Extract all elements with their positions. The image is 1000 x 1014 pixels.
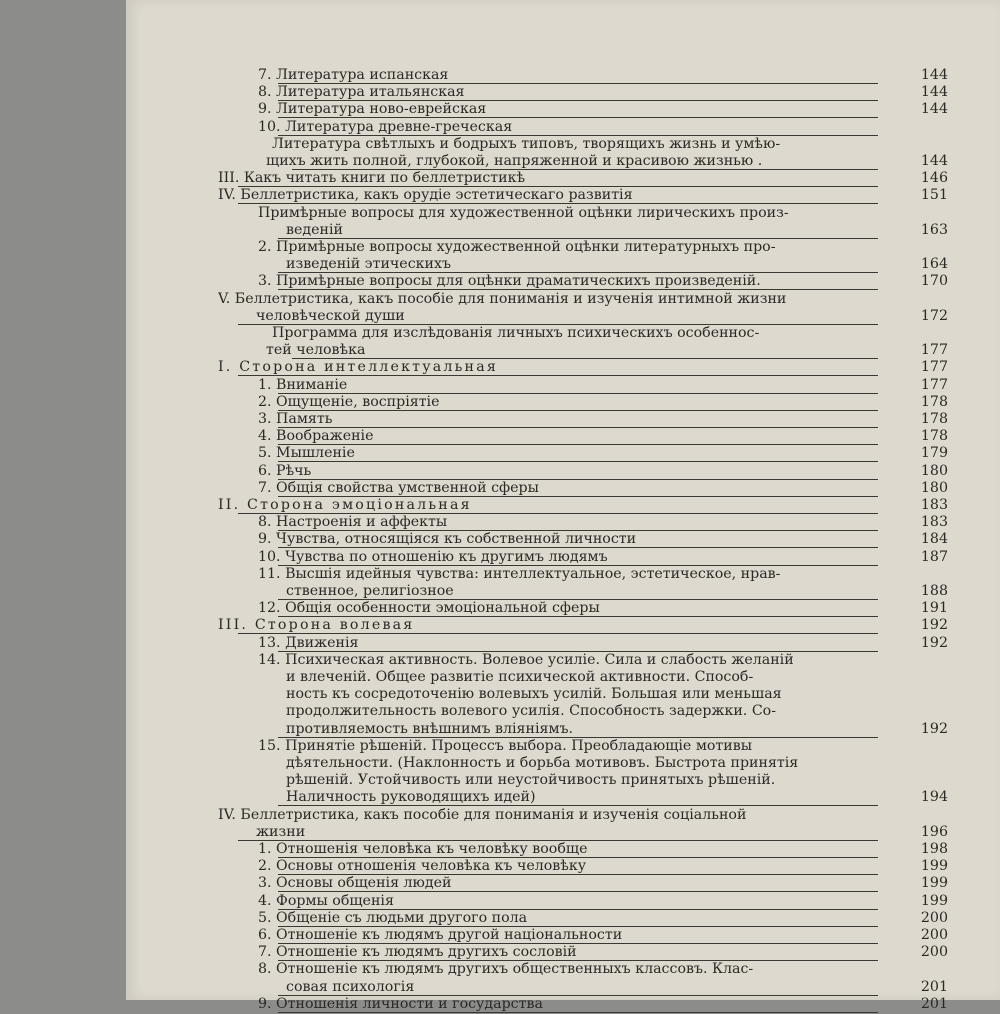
toc-page-number: 144	[920, 153, 948, 169]
toc-entry-text: 8. Настроенія и аффекты	[258, 514, 448, 531]
toc-entry-text: 8. Отношеніе къ людямъ другихъ общественныхъ классовъ. Клас-	[258, 961, 754, 978]
toc-entry-text: веденій	[286, 221, 343, 238]
toc-entry-text: продолжительность волевого усилія. Способность задержки. Со-	[286, 703, 777, 720]
toc-entry-text: 13. Движенія	[258, 634, 359, 651]
toc-page-number: 199	[920, 892, 948, 909]
toc-entry-text: 14. Психическая активность. Волевое усиліе. Сила и слабость желаній	[258, 651, 794, 668]
toc-entry-text: дѣятельности. (Наклонность и борьба мотивовъ. Быстрота принятія	[286, 755, 799, 771]
toc-page-number: 144	[920, 101, 948, 118]
toc-page-number: 177	[920, 359, 948, 376]
toc-entry-text: 8. Литература итальянская	[258, 84, 465, 101]
toc-page-number: 170	[920, 273, 948, 290]
toc-page-number: 180	[920, 462, 948, 479]
toc-entry-text: I. Сторона интеллектуальная	[218, 359, 499, 376]
toc-entry-text: тей человѣка	[266, 342, 366, 359]
toc-page-number: 183	[920, 497, 948, 513]
toc-entry-text: Примѣрные вопросы для художественной оцѣнки лирическихъ произ-	[258, 204, 789, 221]
toc-entry-text: 3. Примѣрные вопросы для оцѣнки драматическихъ произведеній.	[258, 273, 761, 290]
toc-page-number: 146	[920, 170, 948, 187]
toc-page-number: 180	[920, 479, 948, 496]
toc-entry-text: 9. Литература ново-еврейская	[258, 101, 487, 118]
toc-page-number: 178	[920, 411, 948, 427]
toc-entry-text: совая психологія	[286, 978, 415, 995]
toc-page-number: 164	[920, 256, 948, 273]
toc-page-number: 179	[920, 445, 948, 462]
toc-page-number: 199	[920, 858, 948, 875]
toc-entry-text: и влеченій. Общее развитіе психической активности. Способ-	[286, 669, 754, 685]
toc-entry-text: противляемость внѣшнимъ вліяніямъ.	[286, 720, 574, 737]
toc-page-number: 178	[920, 428, 948, 445]
toc-page-number: 172	[920, 307, 948, 324]
toc-page-number: 192	[920, 720, 948, 737]
toc-entry-text: V. Беллетристика, какъ пособіе для пониманія и изученія интимной жизни	[218, 290, 787, 307]
toc-page-number: 177	[920, 376, 948, 393]
toc-page-number: 200	[920, 909, 948, 926]
toc-page-number: 163	[920, 221, 948, 238]
toc-entry-text: Программа для изслѣдованія личныхъ психическихъ особеннос-	[272, 325, 760, 341]
toc-entry-text: изведеній этическихъ	[286, 256, 451, 273]
toc-entry-text: Литература свѣтлыхъ и бодрыхъ типовъ, творящихъ жизнь и умѣю-	[272, 135, 781, 152]
toc-entry-text: ственное, религіозное	[286, 583, 454, 599]
toc-entry-text: 1. Вниманіе	[258, 376, 348, 393]
toc-entry-text: IV. Беллетристика, какъ орудіе эстетическаго развитія	[218, 187, 633, 204]
toc-page-number: 188	[920, 583, 948, 599]
toc-entry-text: 3. Основы общенія людей	[258, 875, 452, 892]
toc-page-number: 178	[920, 393, 948, 410]
toc-entry-text: 3. Память	[258, 411, 333, 427]
toc-entry-text: человѣческой души	[256, 307, 405, 324]
toc-entry-text: Наличность руководящихъ идей)	[286, 789, 536, 806]
toc-page-number: 191	[920, 600, 948, 617]
toc-page-number: 201	[920, 995, 948, 1012]
toc-entry-text: 2. Основы отношенія человѣка къ человѣку	[258, 858, 587, 875]
toc-page-number: 151	[920, 187, 948, 204]
toc-entry-text: 4. Воображеніе	[258, 428, 374, 445]
toc-page-number: 177	[920, 342, 948, 359]
toc-entry-text: 7. Общія свойства умственной сферы	[258, 479, 539, 496]
toc-entry-text: 1. Отношенія человѣка къ человѣку вообще	[258, 841, 588, 857]
toc-entry-text: II. Сторона эмоціональная	[218, 497, 472, 513]
toc-entry-text: 5. Общеніе съ людьми другого пола	[258, 909, 528, 926]
toc-entry-text: 15. Принятіе рѣшеній. Процессъ выбора. Преобладающіе мотивы	[258, 737, 752, 754]
toc-entry-text: III. Какъ читать книги по беллетристикѣ	[218, 170, 526, 187]
toc-entry-text: 10. Литература древне-греческая	[258, 118, 513, 135]
table-of-contents	[126, 0, 1000, 1012]
toc-page-number: 196	[920, 823, 948, 840]
toc-page-number: 198	[920, 841, 948, 857]
toc-page-number: 184	[920, 531, 948, 548]
book-page	[126, 0, 1000, 1012]
toc-entry-text: 2. Примѣрные вопросы художественной оцѣнки литературныхъ про-	[258, 239, 776, 255]
toc-entry-text: 7. Отношеніе къ людямъ другихъ сословій	[258, 944, 577, 961]
toc-entry-text: 2. Ощущеніе, воспріятіе	[258, 393, 440, 410]
toc-entry-text: 9. Чувства, относящіяся къ собственной личности	[258, 531, 637, 548]
toc-entry-text: жизни	[256, 823, 306, 840]
toc-page-number: 183	[920, 514, 948, 531]
toc-entry-text: 6. Рѣчь	[258, 462, 312, 479]
toc-page-number: 201	[920, 978, 948, 995]
toc-entry-text: ность къ сосредоточенію волевыхъ усилій. Большая или меньшая	[286, 686, 782, 703]
toc-page-number: 144	[920, 84, 948, 101]
leader-rule	[278, 1012, 878, 1013]
toc-page-number: 144	[920, 67, 948, 83]
toc-page-number: 199	[920, 875, 948, 892]
toc-entry-text: 9. Отношенія личности и государства	[258, 995, 543, 1012]
toc-page-number: 200	[920, 927, 948, 943]
toc-page-number: 192	[920, 617, 948, 634]
toc-page-number: 192	[920, 634, 948, 651]
toc-entry-text: рѣшеній. Устойчивость или неустойчивость принятыхъ рѣшеній.	[286, 772, 776, 789]
toc-page-number: 187	[920, 548, 948, 565]
toc-entry-text: щихъ жить полной, глубокой, напряженной и красивою жизнью .	[266, 153, 763, 169]
toc-page-number: 194	[920, 789, 948, 806]
toc-entry-text: 5. Мышленіе	[258, 445, 355, 462]
toc-entry-text: 6. Отношеніе къ людямъ другой національности	[258, 927, 623, 943]
toc-entry-text: 11. Высшія идейныя чувства: интеллектуальное, эстетическое, нрав-	[258, 565, 781, 582]
toc-entry-text: 12. Общія особенности эмоціональной сферы	[258, 600, 600, 617]
toc-entry-text: 4. Формы общенія	[258, 892, 394, 909]
toc-entry-text: III. Сторона волевая	[218, 617, 415, 634]
toc-entry-text: 10. Чувства по отношенію къ другимъ людямъ	[258, 548, 608, 565]
toc-page-number: 200	[920, 944, 948, 961]
toc-entry-text: IV. Беллетристика, какъ пособіе для пониманія и изученія соціальной	[218, 806, 747, 823]
toc-entry-text: 7. Литература испанская	[258, 67, 449, 83]
